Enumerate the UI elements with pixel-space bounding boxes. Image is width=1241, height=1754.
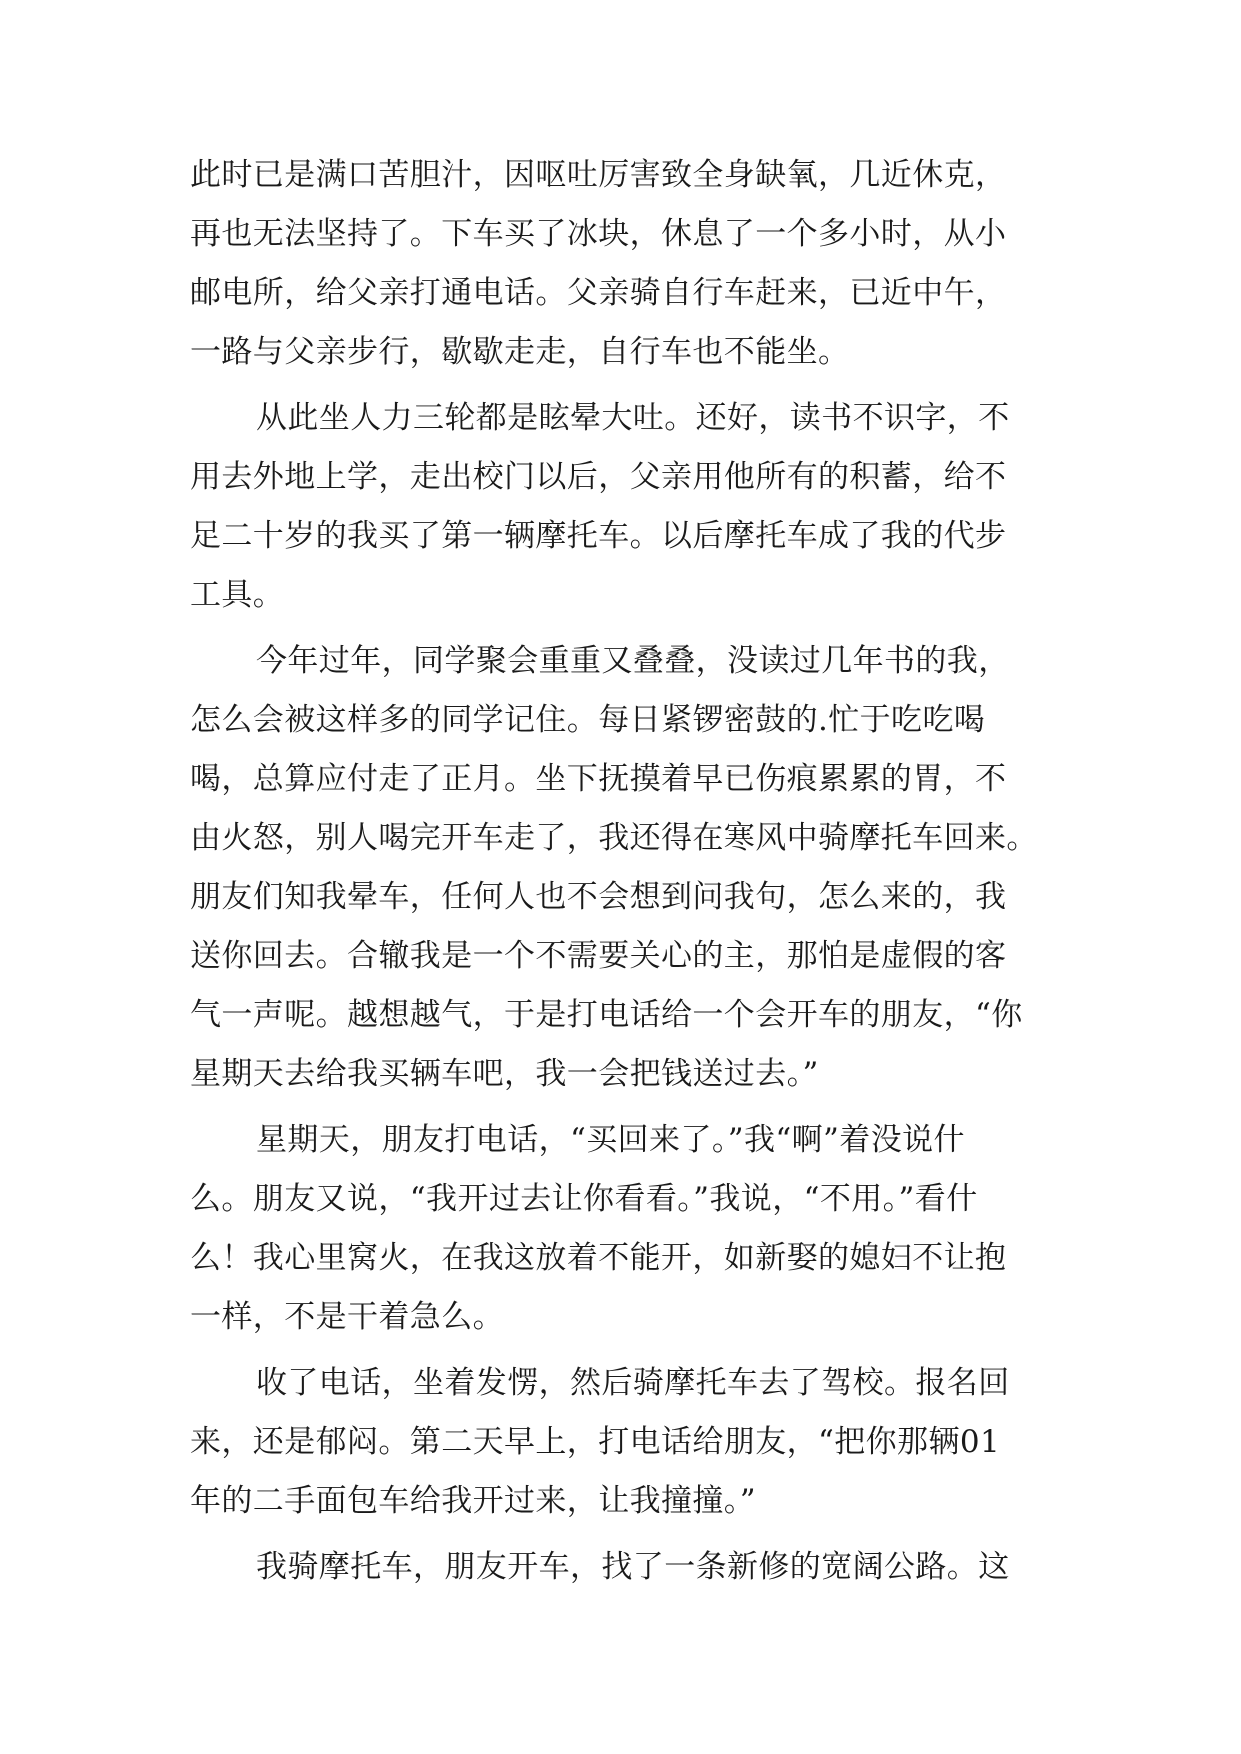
text-line: 此时已是满口苦胆汁，因呕吐厉害致全身缺氧，几近休克，: [190, 157, 1007, 193]
text-line: 邮电所，给父亲打通电话。父亲骑自行车赶来，已近中午，: [190, 275, 1007, 311]
text-line: 送你回去。合辙我是一个不需要关心的主，那怕是虚假的客: [190, 938, 1007, 974]
text-line: 怎么会被这样多的同学记住。每日紧锣密鼓的.忙于吃吃喝: [190, 702, 986, 738]
text-line: 今年过年，同学聚会重重又叠叠，没读过几年书的我，: [256, 643, 1010, 679]
text-line: 星期天，朋友打电话，“买回来了。”我“啊”着没说什: [256, 1122, 965, 1158]
text-line: 气一声呢。越想越气，于是打电话给一个会开车的朋友，“你: [190, 997, 1023, 1033]
text-line: 足二十岁的我买了第一辆摩托车。以后摩托车成了我的代步: [190, 518, 1007, 554]
text-line: 再也无法坚持了。下车买了冰块，休息了一个多小时，从小: [190, 216, 1007, 252]
text-line: 工具。: [190, 577, 285, 613]
text-line: 从此坐人力三轮都是眩晕大吐。还好，读书不识字，不: [256, 400, 1010, 436]
text-line: 由火怒，别人喝完开车走了，我还得在寒风中骑摩托车回来。: [190, 820, 1038, 856]
text-line: 星期天去给我买辆车吧，我一会把钱送过去。”: [190, 1056, 819, 1092]
text-line: 我骑摩托车，朋友开车，找了一条新修的宽阔公路。这: [256, 1549, 1010, 1585]
text-line: 用去外地上学，走出校门以后，父亲用他所有的积蓄，给不: [190, 459, 1007, 495]
text-line: 么！我心里窝火，在我这放着不能开，如新娶的媳妇不让抱: [190, 1240, 1007, 1276]
text-line: 来，还是郁闷。第二天早上，打电话给朋友，“把你那辆01: [190, 1424, 1001, 1460]
text-line: 朋友们知我晕车，任何人也不会想到问我句，怎么来的，我: [190, 879, 1007, 915]
text-line: 一样，不是干着急么。: [190, 1299, 504, 1335]
text-line: 年的二手面包车给我开过来，让我撞撞。”: [190, 1483, 756, 1519]
text-line: 收了电话，坐着发愣，然后骑摩托车去了驾校。报名回: [256, 1365, 1010, 1401]
text-line: 喝，总算应付走了正月。坐下抚摸着早已伤痕累累的胃，不: [190, 761, 1007, 797]
text-line: 一路与父亲步行，歇歇走走，自行车也不能坐。: [190, 334, 850, 370]
text-line: 么。朋友又说，“我开过去让你看看。”我说，“不用。”看什: [190, 1181, 978, 1217]
